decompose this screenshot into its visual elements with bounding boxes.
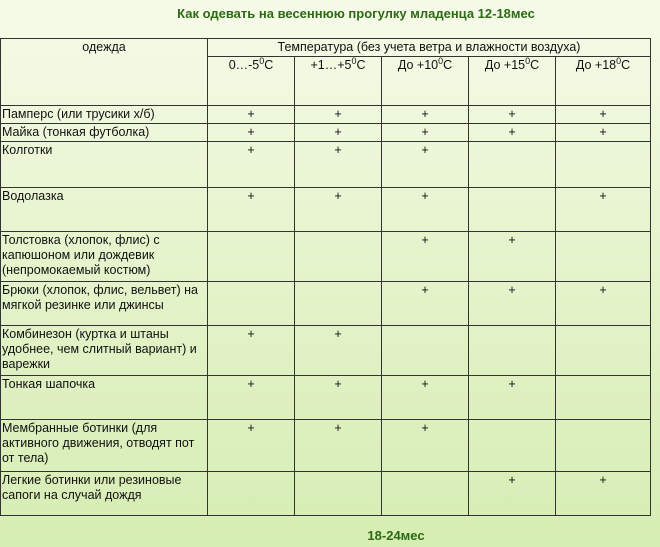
table-row xyxy=(1,282,651,326)
suitability-mark xyxy=(469,142,556,188)
suitability-mark: + xyxy=(469,232,556,282)
suitability-mark: + xyxy=(208,376,295,420)
suitability-mark xyxy=(469,326,556,376)
degree-mark: 0 xyxy=(438,56,444,66)
temperature-column-header xyxy=(556,57,651,106)
suitability-mark: + xyxy=(295,376,382,420)
suitability-mark: + xyxy=(208,188,295,232)
table-row xyxy=(1,232,651,282)
temperature-value: До +18 xyxy=(575,58,617,72)
clothing-item: Брюки (хлопок, флис, вельвет) на мягкой резинке или джинсы xyxy=(1,282,208,326)
suitability-mark xyxy=(295,232,382,282)
temperature-column-header xyxy=(469,57,556,106)
clothing-temperature-table xyxy=(0,38,651,516)
suitability-mark: + xyxy=(382,376,469,420)
temperature-unit: С xyxy=(443,58,453,72)
temperature-value: До +10 xyxy=(397,58,439,72)
suitability-mark xyxy=(382,326,469,376)
suitability-mark xyxy=(556,232,651,282)
clothing-item: Водолазка xyxy=(1,188,208,232)
suitability-mark: + xyxy=(469,282,556,326)
suitability-mark: + xyxy=(208,106,295,124)
clothing-item: Майка (тонкая футболка) xyxy=(1,124,208,142)
table-row xyxy=(1,142,651,188)
suitability-mark xyxy=(208,472,295,516)
temperature-unit: С xyxy=(264,58,274,72)
suitability-mark: + xyxy=(295,188,382,232)
table-row xyxy=(1,106,651,124)
suitability-mark xyxy=(556,420,651,472)
suitability-mark: + xyxy=(295,420,382,472)
suitability-mark: + xyxy=(295,106,382,124)
suitability-mark: + xyxy=(469,124,556,142)
suitability-mark: + xyxy=(208,142,295,188)
suitability-mark: + xyxy=(382,282,469,326)
page-title: Как одевать на весеннюю прогулку младенца 12-18мес xyxy=(177,6,535,21)
temperature-value: +1…+5 xyxy=(310,58,352,72)
table-row xyxy=(1,188,651,232)
suitability-mark: + xyxy=(469,376,556,420)
suitability-mark xyxy=(208,232,295,282)
temperature-value: 0…-5 xyxy=(228,58,260,72)
suitability-mark xyxy=(556,326,651,376)
suitability-mark: + xyxy=(295,124,382,142)
suitability-mark: + xyxy=(295,326,382,376)
suitability-mark: + xyxy=(469,472,556,516)
suitability-mark xyxy=(208,282,295,326)
suitability-mark: + xyxy=(382,420,469,472)
temperature-column-header xyxy=(295,57,382,106)
temperature-header: Температура (без учета ветра и влажности воздуха) xyxy=(208,39,651,57)
degree-mark: 0 xyxy=(259,56,265,66)
clothing-header: одежда xyxy=(1,39,208,106)
suitability-mark xyxy=(556,142,651,188)
temperature-unit: С xyxy=(621,58,631,72)
table-row xyxy=(1,376,651,420)
temperature-column-header xyxy=(382,57,469,106)
suitability-mark: + xyxy=(556,282,651,326)
clothing-item: Толстовка (хлопок, флис) с капюшоном или дождевик (непромокаемый костюм) xyxy=(1,232,208,282)
suitability-mark xyxy=(295,472,382,516)
suitability-mark: + xyxy=(382,124,469,142)
temperature-value: До +15 xyxy=(484,58,526,72)
suitability-mark: + xyxy=(208,326,295,376)
clothing-item: Памперс (или трусики х/б) xyxy=(1,106,208,124)
degree-mark: 0 xyxy=(351,56,357,66)
suitability-mark: + xyxy=(382,232,469,282)
suitability-mark: + xyxy=(208,420,295,472)
degree-mark: 0 xyxy=(616,56,622,66)
suitability-mark xyxy=(469,420,556,472)
suitability-mark: + xyxy=(382,188,469,232)
suitability-mark: + xyxy=(556,472,651,516)
table-row xyxy=(1,420,651,472)
temperature-unit: С xyxy=(530,58,540,72)
clothing-item: Мембранные ботинки (для активного движения, отводят пот от тела) xyxy=(1,420,208,472)
suitability-mark: + xyxy=(382,106,469,124)
suitability-mark: + xyxy=(382,142,469,188)
temperature-unit: С xyxy=(356,58,366,72)
section-label: 18-24мес xyxy=(367,528,425,543)
suitability-mark: + xyxy=(556,106,651,124)
suitability-mark: + xyxy=(469,106,556,124)
degree-mark: 0 xyxy=(525,56,531,66)
suitability-mark: + xyxy=(208,124,295,142)
suitability-mark: + xyxy=(295,142,382,188)
temperature-column-header xyxy=(208,57,295,106)
suitability-mark xyxy=(556,376,651,420)
suitability-mark xyxy=(295,282,382,326)
clothing-item: Легкие ботинки или резиновые сапоги на случай дождя xyxy=(1,472,208,516)
suitability-mark xyxy=(382,472,469,516)
suitability-mark: + xyxy=(556,188,651,232)
table-row xyxy=(1,472,651,516)
clothing-item: Колготки xyxy=(1,142,208,188)
table-row xyxy=(1,326,651,376)
clothing-item: Тонкая шапочка xyxy=(1,376,208,420)
table-row xyxy=(1,124,651,142)
suitability-mark: + xyxy=(556,124,651,142)
suitability-mark xyxy=(469,188,556,232)
clothing-item: Комбинезон (куртка и штаны удобнее, чем слитный вариант) и варежки xyxy=(1,326,208,376)
